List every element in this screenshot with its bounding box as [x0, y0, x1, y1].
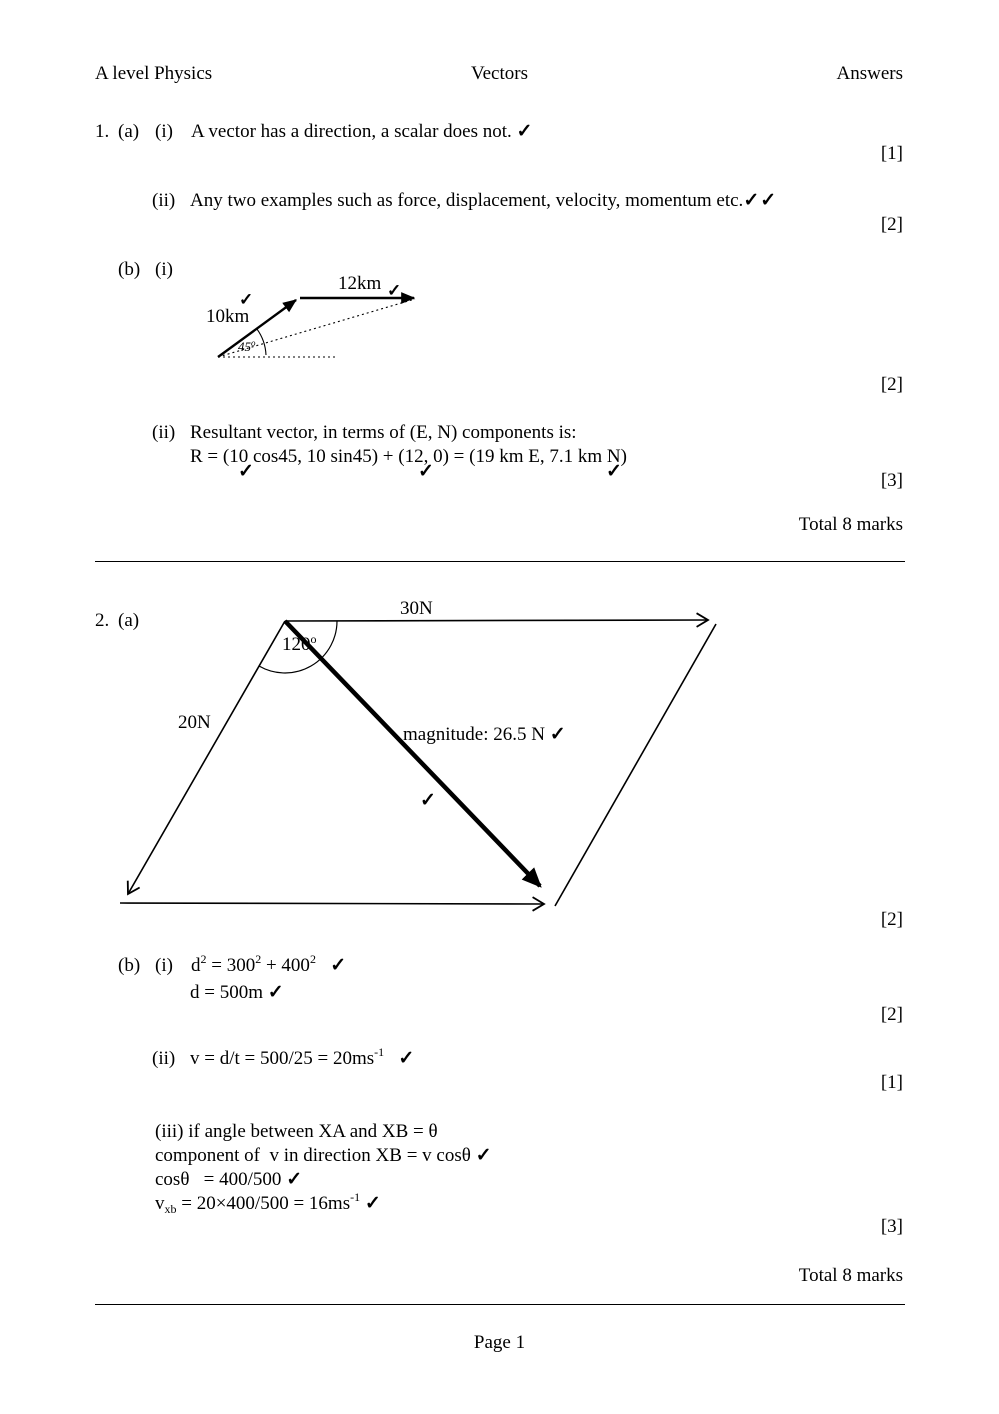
q2-b-i-eq: d: [191, 955, 201, 976]
q1-item-ii-label: (ii): [152, 190, 176, 211]
q2-b-i-line2: [190, 982, 285, 1004]
check-icon: ✓: [267, 982, 285, 1003]
page-number: Page 1: [473, 1332, 526, 1353]
q2-b-iii-line2: [155, 1145, 493, 1167]
q1-a-i-mark: [1]: [880, 143, 903, 164]
q2-b-iii-eq: = 20×400/500 = 16ms: [176, 1193, 351, 1214]
angle-120-label: 120$^o$: [282, 632, 317, 655]
q1-item-i-label: (i): [155, 121, 173, 142]
q1-b-ii-text: Resultant vector, in terms of (E, N) components is:: [190, 422, 577, 443]
check-icon: ✓: [364, 1193, 382, 1214]
q1-a-i-text: A vector has a direction, a scalar does not.: [191, 121, 517, 142]
resultant-vector-line: [285, 621, 540, 886]
q2-b-i-eq: + 400: [261, 955, 310, 976]
exponent: 2: [309, 952, 316, 966]
header-topic: Vectors: [471, 63, 528, 84]
q2-a-mark: [2]: [880, 909, 903, 930]
angle-45-label: 45$^o$: [238, 338, 256, 354]
q1-b-ii-line1: [152, 422, 577, 444]
q1-b-ii-mark: [3]: [880, 470, 903, 491]
header-course: A level Physics: [95, 63, 213, 84]
q1-b-i-label-line: [118, 259, 173, 281]
parallelogram-diagram: [100, 588, 820, 923]
vector-10km-label: 10km: [206, 306, 250, 327]
spacer: [316, 955, 330, 976]
parallelogram-right-edge: [555, 624, 716, 906]
q2-b-iii-text2: component of v in direction XB = v cosθ: [155, 1145, 476, 1166]
q2-b-i-result: d = 500m: [190, 982, 268, 1003]
check-icon: ✓✓: [743, 190, 778, 211]
check-icon: ✓: [420, 790, 436, 811]
q1-b-i-mark: [2]: [880, 374, 903, 395]
q2-b-i-eq: = 300: [206, 955, 256, 976]
vector-30N-line: [285, 620, 708, 621]
exponent: 2: [255, 952, 262, 966]
q1-part-a-label: (a): [118, 121, 140, 142]
check-icon: ✓: [418, 461, 435, 482]
check-icon: ✓: [286, 1169, 304, 1190]
check-icon: ✓: [387, 281, 402, 300]
q2-b-ii-line: [152, 1045, 416, 1071]
header-answers: Answers: [836, 63, 903, 84]
vector-30N-label: 30N: [400, 598, 433, 619]
check-icon: ✓: [330, 955, 348, 976]
vector-12km-label: 12km: [338, 273, 382, 294]
q2-b-iii-text3: cosθ = 400/500: [155, 1169, 287, 1190]
q2-b-iii-mark: [3]: [880, 1216, 903, 1237]
check-icon: ✓: [239, 290, 254, 309]
q2-b-item-i-label: (i): [155, 955, 173, 976]
q2-b-i-mark: [2]: [880, 1004, 903, 1025]
parallelogram-bottom-edge: [120, 903, 544, 904]
q2-total-marks: Total 8 marks: [798, 1265, 903, 1286]
angle-arc: [257, 329, 266, 355]
check-icon: ✓: [238, 461, 255, 482]
q1-b-ii-equation: R = (10 cos45, 10 sin45) + (12, 0) = (19 km E, 7.1 km N): [190, 446, 627, 467]
vector-20N-line: [128, 621, 285, 894]
q2-b-iii-line4: [155, 1190, 382, 1216]
q2-b-iii-eq: v: [155, 1193, 165, 1214]
exponent: -1: [350, 1190, 361, 1204]
q1-a-ii-text: Any two examples such as force, displacement, velocity, momentum etc.: [190, 190, 744, 211]
exponent: 2: [200, 952, 207, 966]
q2-b-i-line1: [118, 952, 348, 978]
q1-a-ii-mark: [2]: [880, 214, 903, 235]
check-icon: ✓: [475, 1145, 493, 1166]
q2-b-item-iii-label: (iii): [155, 1121, 184, 1142]
q1-total-marks: Total 8 marks: [798, 514, 903, 535]
q1-part-b-label: (b): [118, 259, 141, 280]
route-vector-diagram: [195, 265, 435, 375]
q2-b-item-ii-label: (ii): [152, 1048, 176, 1069]
check-icon: ✓: [549, 724, 566, 745]
q1-a-i-line: [95, 121, 533, 143]
q1-b-item-i-label: (i): [155, 259, 173, 280]
check-icon: ✓: [606, 461, 623, 482]
vector-20N-label: 20N: [178, 712, 211, 733]
q2-number: 2.: [95, 610, 110, 631]
q1-a-ii-line: [152, 190, 777, 212]
q1-number: 1.: [95, 121, 110, 142]
resultant-magnitude-label: magnitude: 26.5 N ✓: [403, 724, 566, 745]
q1-b-item-ii-label: (ii): [152, 422, 176, 443]
q2-b-iii-text1: if angle between XA and XB = θ: [183, 1121, 438, 1142]
q2-part-a-label: (a): [118, 610, 140, 631]
spacer: [384, 1048, 398, 1069]
subscript: xb: [164, 1202, 177, 1216]
footer-divider: [95, 1304, 905, 1305]
section-divider: [95, 561, 905, 562]
q2-b-ii-mark: [1]: [880, 1072, 903, 1093]
q2-b-iii-line1: [155, 1121, 438, 1143]
exponent: -1: [374, 1045, 385, 1059]
q2-b-ii-eq: v = d/t = 500/25 = 20ms: [190, 1048, 375, 1069]
check-icon: ✓: [516, 121, 534, 142]
q2-b-iii-line3: [155, 1169, 303, 1191]
check-icon: ✓: [398, 1048, 416, 1069]
q2-part-b-label: (b): [118, 955, 141, 976]
